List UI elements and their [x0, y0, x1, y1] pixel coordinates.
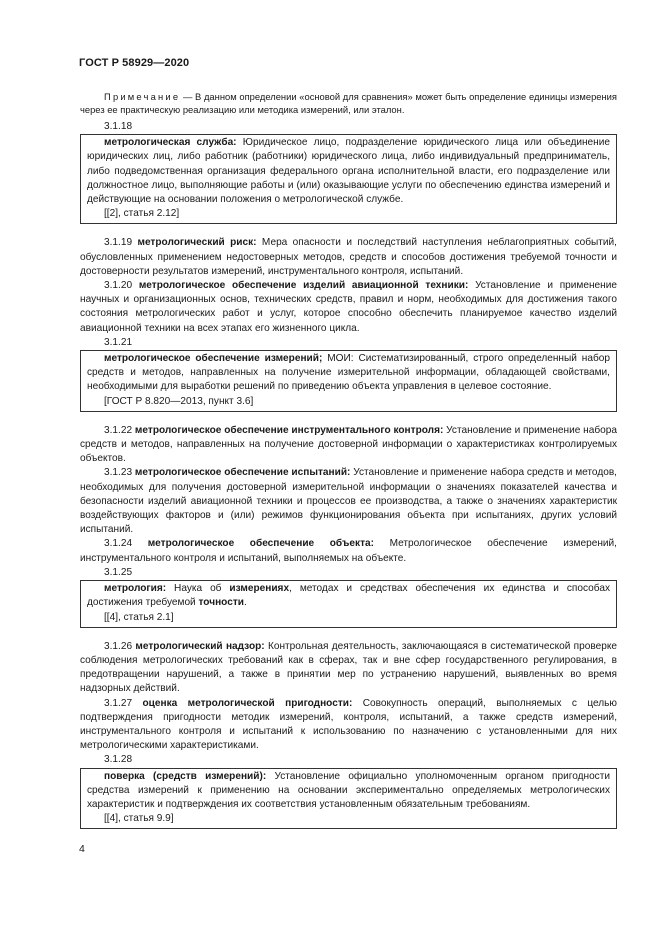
term-box-3-1-21	[80, 350, 617, 412]
term-source-3-1-28: [[4], статья 9.9]	[104, 813, 174, 825]
term-source-3-1-18: [[2], статья 2.12]	[104, 208, 180, 220]
term-number-3-1-21: 3.1.21	[104, 336, 133, 348]
term-3-1-26: 3.1.26 метрологический надзор: Контрольная деятельность, заключающаяся в систематической проверке соблюдения метрологических требований как в сферах, так и вне сфер государственного регулирования, в предотвращении нарушений, а также в принятии мер по устранению нарушений, выявленных во время надзорных действий.	[80, 640, 617, 695]
term-3-1-24: 3.1.24 метрологическое обеспечение объекта: Метрологическое обеспечение измерений, инструментального контроля и испытаний, выполняемых на объекте.	[80, 538, 617, 564]
note-paragraph	[80, 90, 617, 116]
term-3-1-27: 3.1.27 оценка метрологической пригодности: Совокупность операций, выполняемых с целью подтверждения пригодности методик измерений, контроля, испытаний, а также средств измерений, инструментального контроля и испытаний к использованию по назначению с установленными для них метрологическими характеристиками.	[80, 697, 617, 752]
term-3-1-22: 3.1.22 метрологическое обеспечение инструментального контроля: Установление и применение набора средств и методов, направленных на получение достоверной информации о характеристиках контролируемых объектов.	[80, 424, 617, 465]
term-source-3-1-21: [ГОСТ Р 8.820—2013, пункт 3.6]	[104, 395, 254, 407]
term-3-1-20: 3.1.20 метрологическое обеспечение изделий авиационной техники: Установление и применение научных и организационных основ, технических средств, правил и норм, необходимых для достижения такого состояния метрологических работ и услуг, которое способно обеспечить планируемое качество изделий авиационной техники на всех этапах его жизненного цикла.	[80, 280, 617, 334]
term-3-1-18: метрологическая служба: Юридическое лицо, подразделение юридического лица или объединение юридических лиц, либо работник (работники) юридического лица, либо индивидуальный предприниматель, либо подведомственная организация федерального органа исполнительной власти, его подразделение или должностное лицо, выполняющие работы и (или) оказывающие услуги по обеспечению единства измерений и действующие на основании положения о метрологической службе.	[87, 137, 611, 206]
term-number-3-1-25: 3.1.25	[104, 566, 133, 578]
document-header: ГОСТ Р 58929—2020	[79, 57, 190, 69]
term-box-3-1-28	[80, 768, 617, 830]
term-3-1-19: 3.1.19 метрологический риск: Мера опасности и последствий наступления неблагоприятных событий, обусловленных применением недостоверных методов, средств и способов достижения требуемой точности и достоверности результатов измерений, инструментального контроля, испытаний.	[80, 237, 617, 277]
note-label: Примечание	[104, 91, 181, 102]
document-body	[80, 90, 617, 829]
page-number: 4	[79, 843, 85, 855]
term-3-1-23: 3.1.23 метрологическое обеспечение испытаний: Установление и применение набора средств и методов, необходимых для получения достоверной измерительной информации о значениях показателей качества и безопасности изделий авиационной техники и процессов ее производства, а также о значениях характеристик воздействующих факторов и (или) режимов функционирования объекта при испытаниях, других условий испытаний.	[80, 467, 617, 536]
note-text: — В данном определении «основой для сравнения» может быть определение единицы измерения через ее практическую реализацию или методика измерений, или эталон.	[80, 91, 617, 115]
term-source-3-1-25: [[4], статья 2.1]	[104, 611, 174, 623]
term-3-1-28: поверка (средств измерений): Установление официально уполномоченным органом пригодности средства измерений к применению на основании экспериментально определяемых метрологических характеристик и подтверждения их соответствия установленным обязательным требованиям.	[87, 770, 610, 810]
term-box-3-1-25	[80, 580, 617, 628]
term-number-3-1-18: 3.1.18	[104, 121, 133, 132]
term-box-3-1-18	[80, 134, 617, 224]
term-number-3-1-28: 3.1.28	[104, 754, 133, 766]
term-3-1-25: метрология: Наука об измерениях, методах и средствах обеспечения их единства и способах достижения требуемой точности.	[87, 583, 610, 609]
term-3-1-21: метрологическое обеспечение измерений; МОИ: Систематизированный, строго определенный набор средств и методов, направленных на получение измерительной информации, обладающей свойствами, необходимыми для выработки решений по приведению объекта управления в целевое состояние.	[87, 353, 610, 393]
